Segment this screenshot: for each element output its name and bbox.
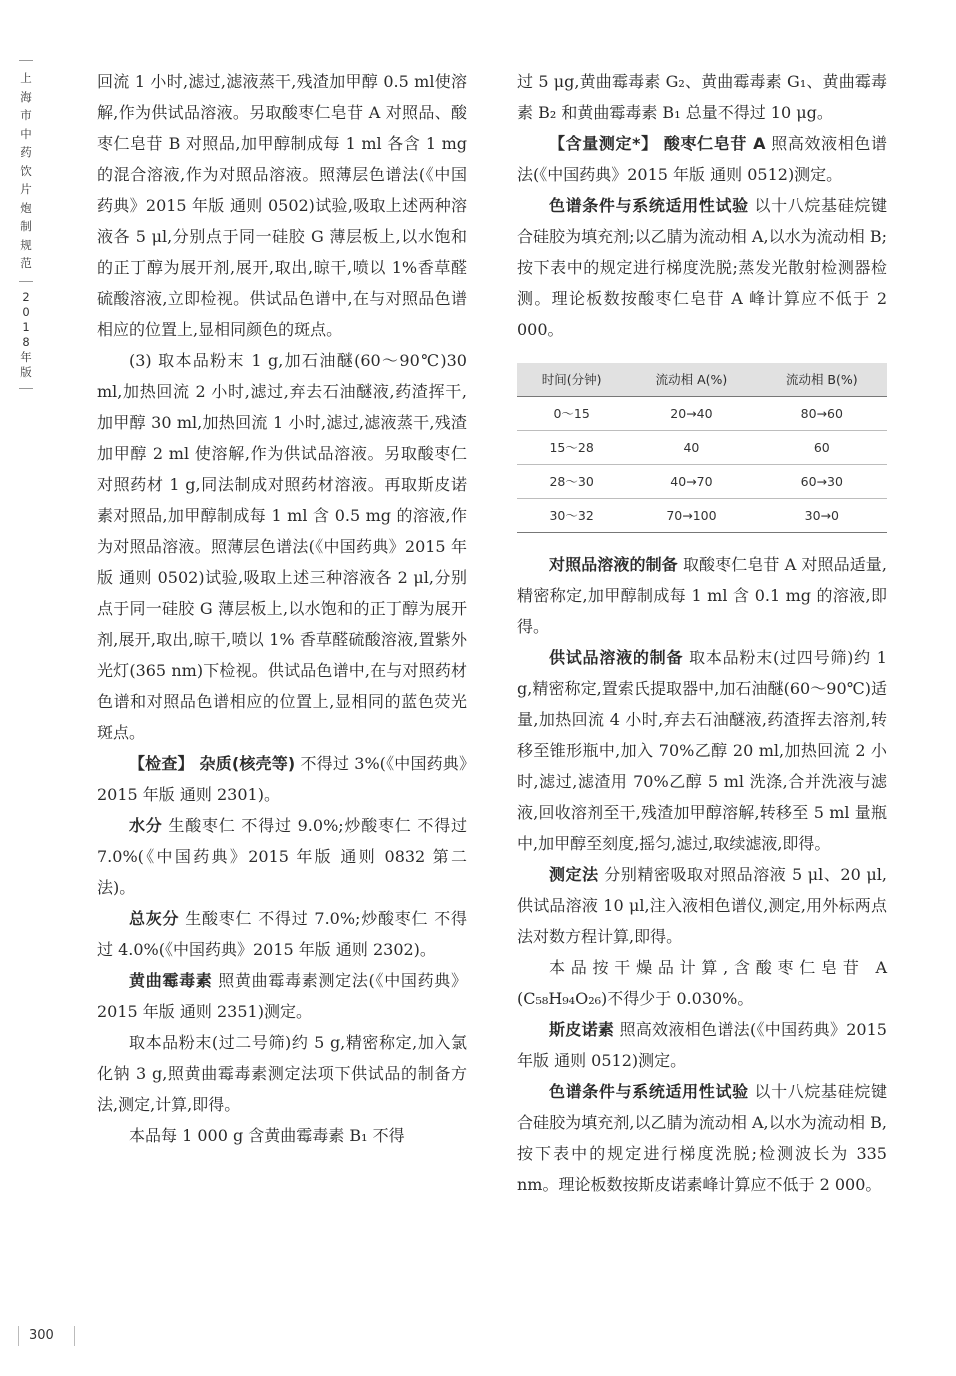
left-column [97,66,467,1151]
chrom-paragraph: 色谱条件与系统适用性试验 以十八烷基硅烷键合硅胶为填充剂;以乙腈为流动相 A,以水为流动相 B;按下表中的规定进行梯度洗脱;蒸发光散射检测器检测。理论板数按酸枣仁皂苷 A 峰计算应不低于 2 000。 [517,196,887,339]
section-label: 【含量测定*】 酸枣仁皂苷 A [549,134,766,153]
paragraph: 回流 1 小时,滤过,滤液蒸干,残渣加甲醇 0.5 ml使溶解,作为供试品溶液。另取酸枣仁皂苷 A 对照品、酸枣仁皂苷 B 对照品,加甲醇制成每 1 ml 各含 1 mg 的混合溶液,作为对照品溶液。照薄层色谱法(《中国药典》2015 年版 通则 0502)试验,吸取上述两种溶液各 5 μl,分别点于同一硅胶 G 薄层板上,以水饱和的正丁醇为展开剂,展开,取出,晾干,喷以 1%香草醛硫酸溶液,立即检视。供试品色谱中,在与对照品色谱相应的位置上,显相同颜色的斑点。 [97,72,467,339]
table-cell: 30～32 [517,499,626,533]
spinosin-paragraph: 斯皮诺素 照高效液相色谱法(《中国药典》2015 年版 通则 0512)测定。 [517,1020,887,1070]
paragraph: 本品每 1 000 g 含黄曲霉毒素 B₁ 不得 [129,1126,405,1145]
column-header: 时间(分钟) [517,363,626,397]
section-label: 黄曲霉毒素 [129,971,213,990]
table-cell: 80→60 [757,397,887,431]
table-cell: 0～15 [517,397,626,431]
table-cell: 70→100 [626,499,756,533]
side-running-head [8,60,44,389]
table-cell: 40 [626,431,756,465]
section-label: 供试品溶液的制备 [549,648,684,667]
assay-paragraph: 【含量测定*】 酸枣仁皂苷 A 照高效液相色谱法(《中国药典》2015 年版 通则 0512)测定。 [517,134,887,184]
ash-paragraph: 总灰分 生酸枣仁 不得过 7.0%;炒酸枣仁 不得过 4.0%(《中国药典》2015 年版 通则 2302)。 [97,909,467,959]
book-title-vertical: 上海市中药饮片炮制规范 [20,71,32,270]
section-label: 斯皮诺素 [549,1020,615,1039]
side-rule [19,60,33,61]
section-label: 【检查】 杂质(核壳等) [129,754,296,773]
test-solution-paragraph: 供试品溶液的制备 取本品粉末(过四号筛)约 1 g,精密称定,置索氏提取器中,加石油醚(60～90℃)适量,加热回流 4 小时,弃去石油醚液,药渣挥去溶剂,转移至锥形瓶中,加入 70%乙醇 20 ml,加热回流 2 小时,滤过,滤渣用 70%乙醇 5 ml 洗涤,合并洗液与滤液,回收溶剂至干,残渣加甲醇溶解,转移至 5 ml 量瓶中,加甲醇至刻度,摇匀,滤过,取续滤液,即得。 [517,648,887,853]
table-cell: 20→40 [626,397,756,431]
section-label: 水分 [129,816,163,835]
section-label: 色谱条件与系统适用性试验 [549,196,749,215]
column-header: 流动相 A(%) [626,363,756,397]
table-cell: 30→0 [757,499,887,533]
table-cell: 40→70 [626,465,756,499]
gradient-table [517,363,887,533]
paragraph: 过 5 μg,黄曲霉毒素 G₂、黄曲霉毒素 G₁、黄曲霉毒素 B₂ 和黄曲霉毒素 B₁ 总量不得过 10 μg。 [517,72,887,122]
column-header: 流动相 B(%) [757,363,887,397]
table-cell: 15～28 [517,431,626,465]
table-row [517,499,887,533]
right-column [517,66,887,1200]
page-footer [18,1326,54,1346]
table-header-row [517,363,887,397]
table-row [517,431,887,465]
moisture-paragraph: 水分 生酸枣仁 不得过 9.0%;炒酸枣仁 不得过 7.0%(《中国药典》2015 年版 通则 0832 第二法)。 [97,816,467,897]
paragraph: (3) 取本品粉末 1 g,加石油醚(60～90℃)30 ml,加热回流 2 小时,滤过,弃去石油醚液,药渣挥干,加甲醇 30 ml,加热回流 1 小时,滤过,滤液蒸干,残渣加甲醇 2 ml 使溶解,作为供试品溶液。另取酸枣仁对照药材 1 g,同法制成对照药材溶液。再取斯皮诺素对照品,加甲醇制成每 1 ml 含 0.5 mg 的溶液,作为对照品溶液。照薄层色谱法(《中国药典》2015 年版 通则 0502)试验,吸取上述三种溶液各 2 μl,分别点于同一硅胶 G 薄层板上,以水饱和的正丁醇为展开剂,展开,取出,晾干,喷以 1% 香草醛硫酸溶液,置紫外光灯(365 nm)下检视。供试品色谱中,在与对照药材色谱和对照品色谱相应的位置上,显相同的蓝色荧光斑点。 [97,351,467,742]
edition-year-vertical: 2018年版 [20,289,32,379]
section-label: 色谱条件与系统适用性试验 [549,1082,749,1101]
table-row [517,465,887,499]
method-paragraph: 测定法 分别精密吸取对照品溶液 5 μl、20 μl,供试品溶液 10 μl,注入液相色谱仪,测定,用外标两点法对数方程计算,即得。 [517,865,887,946]
paragraph: 本品按干燥品计算,含酸枣仁皂苷 A (C₅₈H₉₄O₂₆)不得少于 0.030%。 [517,958,887,1008]
table-cell: 28～30 [517,465,626,499]
paragraph: 取本品粉末(过二号筛)约 5 g,精密称定,加入氯化钠 3 g,照黄曲霉毒素测定法项下供试品的制备方法,测定,计算,即得。 [97,1033,467,1114]
side-rule [19,388,33,389]
spinosin-chrom-paragraph: 色谱条件与系统适用性试验 以十八烷基硅烷键合硅胶为填充剂,以乙腈为流动相 A,以水为流动相 B,按下表中的规定进行梯度洗脱;检测波长为 335 nm。理论板数按斯皮诺素峰计算应不低于 2 000。 [517,1082,887,1194]
table-row [517,397,887,431]
check-paragraph: 【检查】 杂质(核壳等) 不得过 3%(《中国药典》2015 年版 通则 2301)。 [97,754,467,804]
table-cell: 60 [757,431,887,465]
section-label: 测定法 [549,865,599,884]
side-rule [19,281,33,282]
table-cell: 60→30 [757,465,887,499]
page-number: 300 [29,1328,54,1343]
section-label: 对照品溶液的制备 [549,555,678,574]
aflatoxin-paragraph: 黄曲霉毒素 照黄曲霉毒素测定法(《中国药典》2015 年版 通则 2351)测定。 [97,971,467,1021]
section-label: 总灰分 [129,909,180,928]
reference-solution-paragraph: 对照品溶液的制备 取酸枣仁皂苷 A 对照品适量,精密称定,加甲醇制成每 1 ml 含 0.1 mg 的溶液,即得。 [517,555,887,636]
footer-rule [74,1326,75,1346]
